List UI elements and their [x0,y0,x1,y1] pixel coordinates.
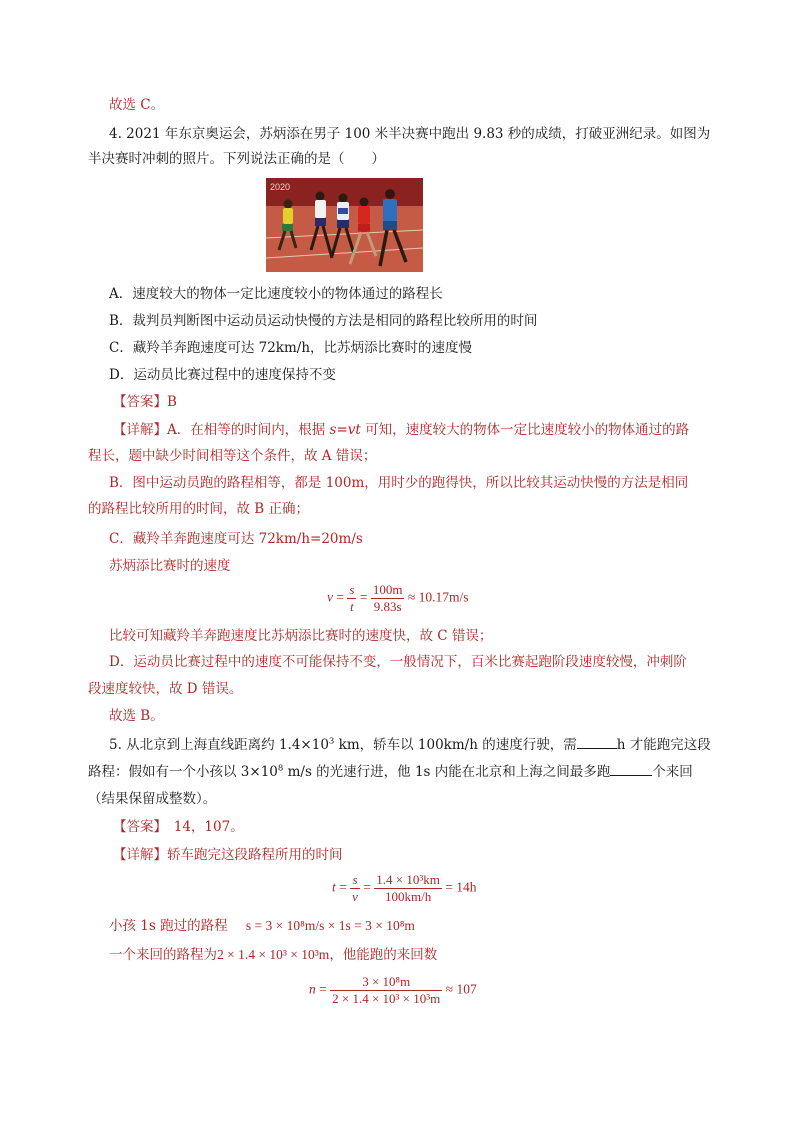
formula-s-vt: s=vt [329,422,361,438]
sprint-photo [266,178,423,272]
question-5-line-3: （结果保留成整数）。 [88,791,217,807]
q5-text-2: m/s 的光速行进，他 1s 内能在北京和上海之间最多跑 [283,764,611,780]
detail-b-line-2: 的路程比较所用的时间，故 B 正确； [88,501,310,517]
detail-a-line-2: 程长，题中缺少时间相等这个条件，故 A 错误； [88,448,377,464]
eq-fraction-count [330,974,442,1007]
question-4-line-1: 4. 2021 年东京奥运会，苏炳添在男子 100 米半决赛中跑出 9.83 秒的成绩，打破亚洲纪录。如图为 [109,126,711,142]
answer-tag: 【答案】 [113,394,167,410]
answer-value: B [167,394,177,410]
eq-t-lhs: t [332,879,336,895]
eq-den: 9.83s [373,599,402,614]
eq-num: s [349,582,355,597]
q5-exponent: 8 [277,763,284,774]
detail-c-line-3: 比较可知藏羚羊奔跑速度比苏炳添比赛时的速度快，故 C 错误； [109,628,493,644]
q5-text-3: 个来回 [652,764,693,780]
eq-result: = 14h [445,879,477,895]
eq-den: 2 × 1.4 × 10³ × 10³m [332,991,441,1006]
detail-5-line-2 [109,916,415,936]
detail-5-line-3 [109,945,437,965]
eq-den: v [352,889,358,904]
question-5-line-1 [109,735,711,755]
option-d: D．运动员比赛过程中的速度保持不变 [109,367,336,383]
detail-text: 轿车跑完这段路程所用的时间 [167,847,343,863]
eq-result: ≈ 107 [445,981,477,997]
q5-text: 5. 从北京到上海直线距离约 1.4×10 [109,737,329,753]
eq-fraction-values [371,582,405,615]
detail-b-line-1: B．图中运动员跑的路程相等，都是 100m，用时少的跑得快，所以比较其运动快慢的方法是相同 [109,475,689,491]
eq-fraction-s-v [350,872,360,905]
detail-text-2: ，他能跑的来回数 [329,947,438,963]
option-b: B．裁判员判断图中运动员运动快慢的方法是相同的路程比较所用的时间 [109,313,538,329]
detail-5-line-1 [113,845,343,865]
equation-speed: v = $\frac{s}{t}$ = $\frac{100m}{9.83s}$ ≈ 10.17m/s [327,582,469,614]
answer-blank-1[interactable] [577,735,617,749]
eq-den: t [350,599,354,614]
q5-exponent: 3 [328,736,335,747]
equation-round-trip: 2 × 1.4 × 10³ × 10³m [217,947,330,962]
detail-a-text-2: 可知，速度较大的物体一定比速度较小的物体通过的路 [360,422,690,438]
eq-result: ≈ 10.17m/s [407,589,469,605]
answer-tag: 【答案】 [113,819,161,835]
detail-a-line-1 [113,420,689,440]
option-a: A．速度较大的物体一定比速度较小的物体通过的路程长 [109,286,443,302]
question-4-line-2: 半决赛时冲刺的照片。下列说法正确的是（ ） [88,151,385,167]
equation-time: t = $\frac{s}{v}$ = $\frac{\text{1.4 × 10³km}}{100km/h}$ = 14h [332,872,477,904]
eq-num: 100m [372,582,403,597]
detail-text: 小孩 1s 跑过的路程 [109,918,228,934]
detail-c-line-2: 苏炳添比赛时的速度 [109,558,231,574]
eq-v-lhs: v [327,589,333,605]
answer-blank-2[interactable] [610,762,652,776]
detail-tag: 【详解】 [113,847,167,863]
eq-num: 1.4 × 10³km [376,872,440,887]
option-c: C．藏羚羊奔跑速度可达 72km/h，比苏炳添比赛时的速度慢 [109,340,473,356]
answer-value: 14，107。 [160,819,244,835]
equation-distance: s = 3 × 10⁸m/s × 1s = 3 × 10⁸m [245,918,415,933]
eq-n-lhs: n [309,981,316,997]
detail-text: 一个来回的路程为 [109,947,217,963]
q5-text-3: h 才能跑完这段 [616,737,711,753]
conclusion-c: 故选 C。 [109,97,165,113]
detail-d-line-2: 段速度较快，故 D 错误。 [88,681,243,697]
eq-den: 100km/h [384,889,432,904]
q5-text: 路程：假如有一个小孩以 3×10 [88,764,278,780]
photo-banner-text: 2020 [270,182,291,192]
detail-a-text: A．在相等的时间内，根据 [167,422,330,438]
eq-num: 3 × 10⁸m [330,974,442,991]
eq-fraction-s-t [347,582,356,615]
answer-5 [113,817,244,837]
conclusion-b: 故选 B。 [109,708,164,724]
eq-num: s [350,872,360,889]
answer-4 [113,392,177,412]
detail-d-line-1: D．运动员比赛过程中的速度不可能保持不变，一般情况下，百米比赛起跑阶段速度较慢，冲刺阶 [109,654,687,670]
question-5-line-2 [88,762,693,782]
detail-tag: 【详解】 [113,422,167,438]
q5-text-2: km，轿车以 100km/h 的速度行驶，需 [334,737,577,753]
eq-fraction-values [374,872,442,905]
equation-count: n = $\frac{\text{3 × 10⁸m}}{\text{2 × 1.4 × 10³ × 10³m}}$ ≈ 107 [309,974,477,1006]
detail-c-line-1: C．藏羚羊奔跑速度可达 72km/h=20m/s [109,531,363,547]
